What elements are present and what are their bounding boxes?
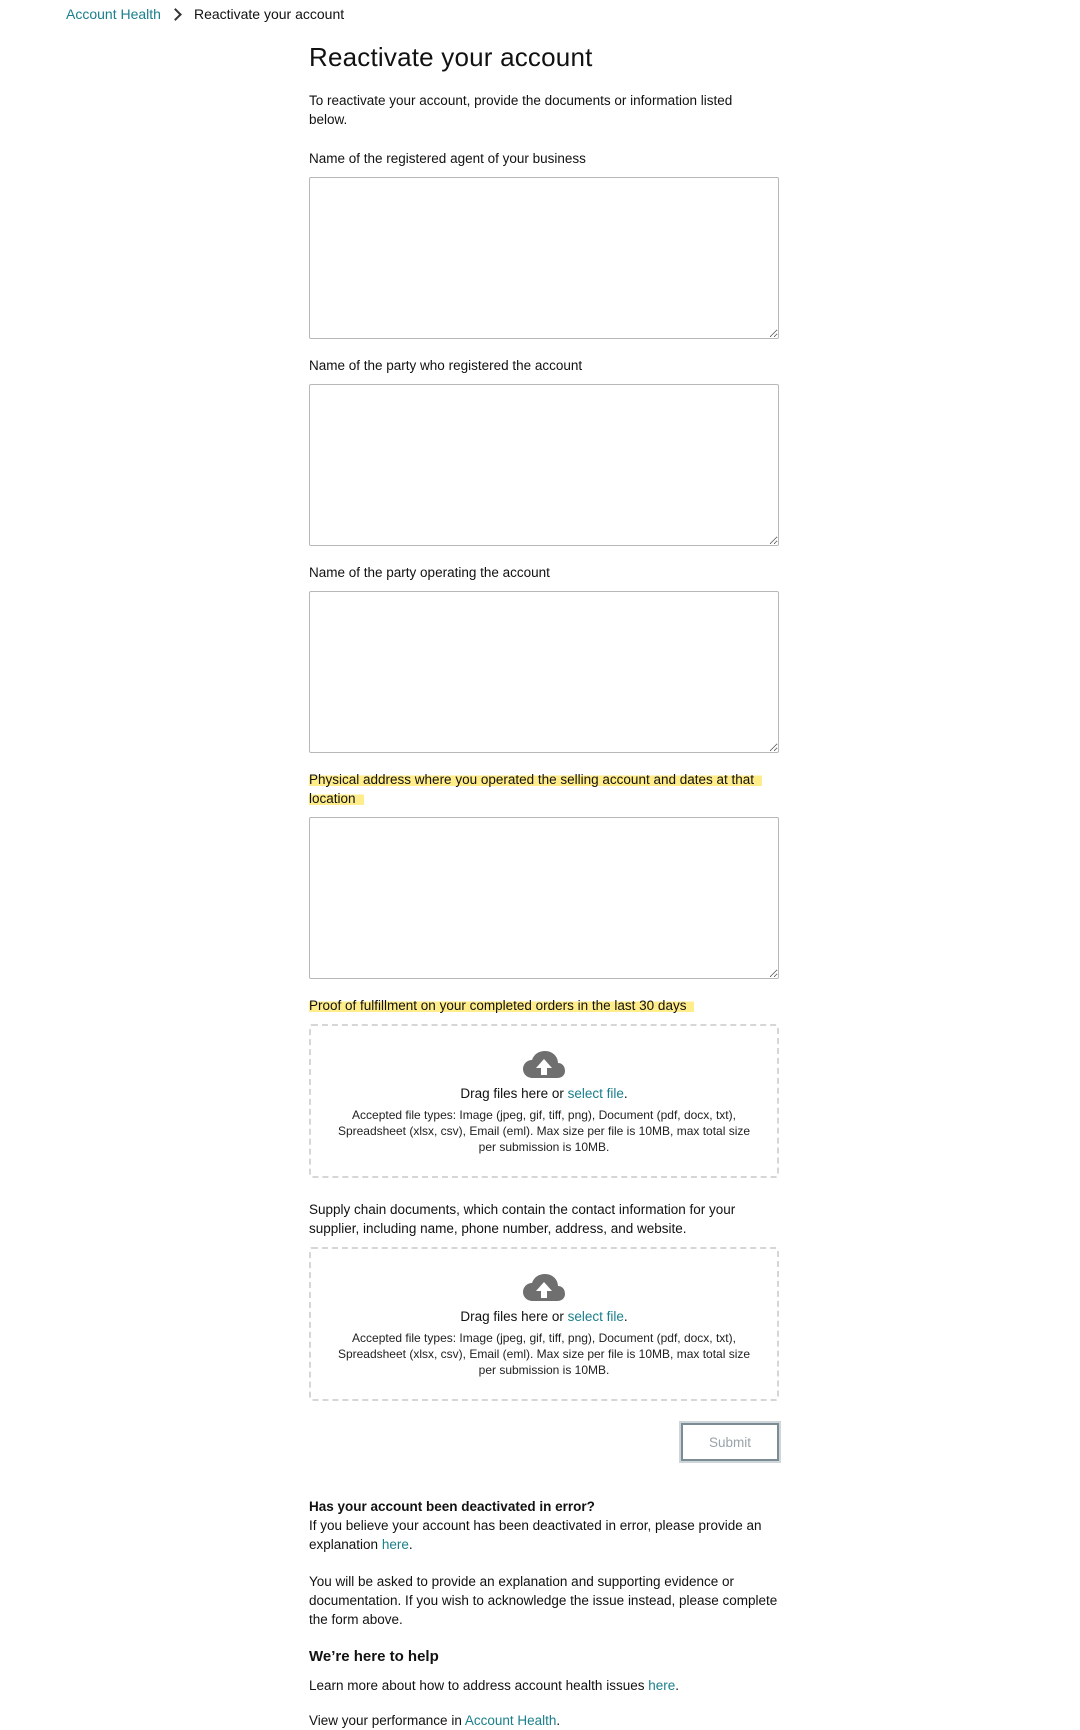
registered-agent-label-wrap (309, 149, 779, 168)
drop-text-suffix: . (623, 1309, 628, 1325)
explanation-note: You will be asked to provide an explanation and supporting evidence or documentation. If you wish to acknowledge the issue instead, please complete the form above. (309, 1574, 778, 1628)
supply-chain-label: Supply chain documents, which contain the contact information for your supplier, including name, phone number, address, and website. (309, 1202, 736, 1237)
drop-text (311, 1309, 777, 1324)
operating-party-label: Name of the party operating the account (309, 565, 550, 581)
proof-fulfillment-label: Proof of fulfillment on your completed orders in the last 30 days (309, 998, 694, 1013)
proof-fulfillment-label-wrap (309, 996, 779, 1015)
view-performance-end: . (556, 1713, 561, 1729)
breadcrumb-current: Reactivate your account (193, 6, 345, 22)
deactivated-error-heading: Has your account been deactivated in error? (309, 1499, 595, 1515)
submit-row (309, 1423, 779, 1461)
select-file-link[interactable]: select file (567, 1309, 624, 1325)
intro-text: To reactivate your account, provide the documents or information listed below. (309, 93, 733, 128)
deactivated-error-text-body: If you believe your account has been deactivated in error, please provide an explanation (309, 1518, 762, 1553)
submit-button[interactable]: Submit (681, 1423, 779, 1461)
select-file-link[interactable]: select file (567, 1086, 624, 1102)
view-performance-line (309, 1711, 779, 1730)
cloud-upload-icon (522, 1050, 566, 1080)
registered-party-label-wrap (309, 356, 779, 375)
operating-party-input[interactable] (309, 591, 779, 753)
page-title: Reactivate your account (309, 42, 593, 72)
learn-more-here-link[interactable]: here (648, 1678, 676, 1694)
physical-address-label: Physical address where you operated the selling account and dates at that location (309, 772, 762, 806)
drop-text-suffix: . (623, 1086, 628, 1102)
chevron-right-icon (169, 8, 182, 21)
explanation-here-link[interactable]: here (381, 1537, 409, 1553)
learn-more-end: . (675, 1678, 680, 1694)
proof-fulfillment-dropzone[interactable] (309, 1024, 779, 1178)
view-performance-text: View your performance in (309, 1713, 465, 1729)
accepted-file-types: Accepted file types: Image (jpeg, gif, tiff, png), Document (pdf, docx, txt), Spreadsheet (xlsx, csv), Email (eml). Max size per file is 10MB, max total size per submission is 10MB. (337, 1108, 751, 1155)
registered-party-label: Name of the party who registered the account (309, 358, 583, 374)
breadcrumb-account-health-link[interactable]: Account Health (66, 6, 161, 22)
supply-chain-dropzone[interactable] (309, 1247, 779, 1401)
help-heading: We’re here to help (309, 1648, 439, 1666)
registered-agent-label: Name of the registered agent of your business (309, 151, 586, 167)
accepted-file-types: Accepted file types: Image (jpeg, gif, tiff, png), Document (pdf, docx, txt), Spreadsheet (xlsx, csv), Email (eml). Max size per file is 10MB, max total size per submission is 10MB. (337, 1331, 751, 1378)
cloud-upload-icon (522, 1273, 566, 1303)
drop-text-prefix: Drag files here or (460, 1309, 568, 1325)
physical-address-input[interactable] (309, 817, 779, 979)
supply-chain-label-wrap (309, 1200, 779, 1238)
operating-party-label-wrap (309, 563, 779, 582)
learn-more-text: Learn more about how to address account health issues (309, 1678, 649, 1694)
registered-party-input[interactable] (309, 384, 779, 546)
deactivated-error-section (309, 1497, 779, 1730)
deactivated-error-text (309, 1516, 779, 1554)
registered-agent-input[interactable] (309, 177, 779, 339)
account-health-link[interactable]: Account Health (464, 1713, 557, 1729)
learn-more-line (309, 1676, 779, 1695)
reactivate-form (309, 42, 779, 1730)
deactivated-error-text-end: . (408, 1537, 413, 1553)
drop-text (311, 1086, 777, 1101)
physical-address-label-wrap (309, 770, 779, 808)
breadcrumb (66, 6, 344, 22)
drop-text-prefix: Drag files here or (460, 1086, 568, 1102)
